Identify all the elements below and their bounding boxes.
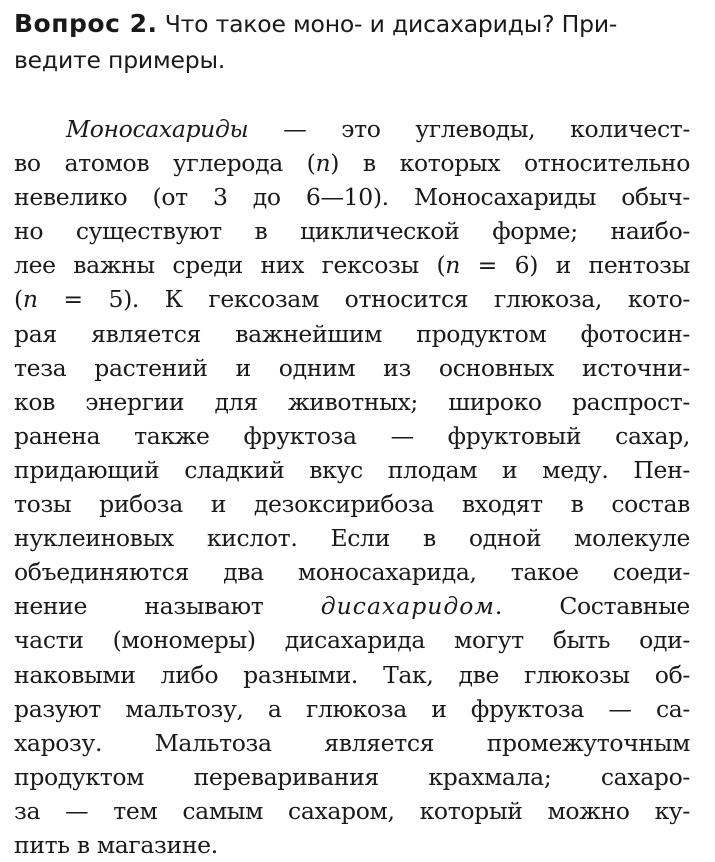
question-label: Вопрос 2. — [14, 9, 158, 38]
answer-paragraph — [14, 112, 705, 862]
question-text-line1: Что такое моно- и дисахариды? При- — [157, 10, 618, 38]
answer-line: нение называют дисахаридом. Составные — [14, 592, 690, 621]
answer-line: Моносахариды — это углеводы, количест- — [66, 115, 690, 143]
answer-line: наковыми либо разными. Так, две глюкозы об- — [14, 660, 690, 689]
answer-line: рая является важнейшим продуктом фотосин- — [14, 319, 690, 348]
answer-line: (n = 5). К гексозам относится глюкоза, кото- — [14, 285, 690, 314]
question-heading — [14, 6, 705, 78]
answer-line: части (мономеры) дисахарида могут быть оди- — [14, 626, 690, 655]
answer-line: нуклеиновых кислот. Если в одной молекуле — [14, 524, 690, 553]
answer-line: разуют мальтозу, а глюкоза и фруктоза — са- — [14, 694, 690, 723]
answer-line-last: пить в магазине. — [14, 830, 218, 859]
answer-line: объединяются два моносахарида, такое соеди- — [14, 558, 690, 587]
question-text-line2: ведите примеры. — [14, 46, 226, 74]
answer-line: лее важны среди них гексозы (n = 6) и пентозы — [14, 251, 690, 280]
answer-line: во атомов углерода (n) в которых относительно — [14, 149, 690, 178]
answer-line: но существуют в циклической форме; наибо- — [14, 217, 690, 246]
answer-line: харозу. Мальтоза является промежуточным — [14, 728, 690, 757]
answer-line: ков энергии для животных; широко распрост- — [14, 387, 690, 416]
variable-n: n — [445, 251, 461, 280]
answer-line: продуктом переваривания крахмала; сахаро- — [14, 762, 690, 791]
term-monosaccharides: Моносахариды — [66, 115, 249, 143]
answer-line: теза растений и одним из основных источни- — [14, 353, 690, 382]
answer-line: ранена также фруктоза — фруктовый сахар, — [14, 421, 690, 450]
term-disaccharide: дисахаридом — [320, 592, 495, 621]
answer-line: за — тем самым сахаром, который можно ку- — [14, 796, 690, 825]
answer-line: тозы рибоза и дезоксирибоза входят в состав — [14, 490, 690, 519]
answer-line: невелико (от 3 до 6—10). Моносахариды обыч- — [14, 183, 690, 212]
variable-n: n — [315, 149, 331, 178]
answer-line: придающий сладкий вкус плодам и меду. Пен- — [14, 455, 690, 484]
variable-n: n — [22, 285, 38, 314]
